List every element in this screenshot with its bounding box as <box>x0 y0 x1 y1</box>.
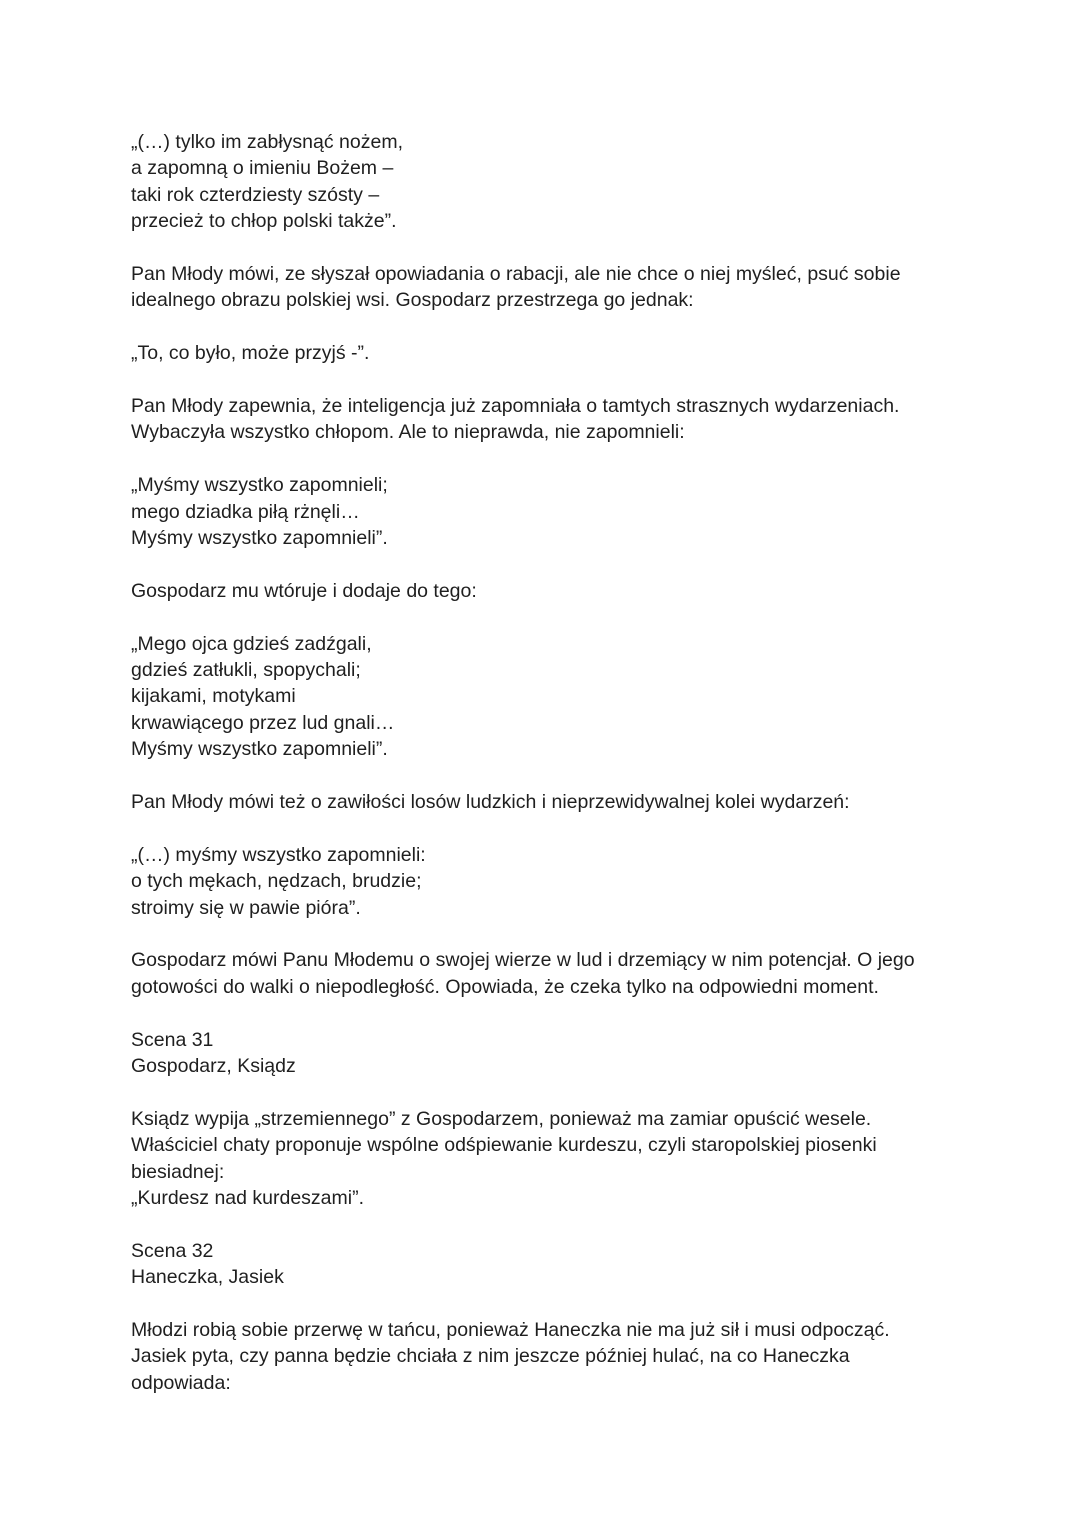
text-line: Pan Młody zapewnia, że inteligencja już zapomniała o tamtych strasznych wydarzeniach. <box>131 395 900 418</box>
text-paragraph <box>131 1027 951 1080</box>
text-line: Młodzi robią sobie przerwę w tańcu, ponieważ Haneczka nie ma już sił i musi odpocząć. <box>131 1319 890 1342</box>
text-line: mego dziadka piłą rżnęli… <box>131 500 360 523</box>
text-paragraph <box>131 789 951 815</box>
text-line: „(…) tylko im zabłysnąć nożem, <box>131 131 403 153</box>
text-line: Jasiek pyta, czy panna będzie chciała z nim jeszcze później hulać, na co Haneczka <box>131 1345 850 1368</box>
text-paragraph <box>131 340 951 366</box>
text-line: Właściciel chaty proponuje wspólne odśpiewanie kurdeszu, czyli staropolskiej piosenki <box>131 1134 877 1157</box>
text-line: o tych mękach, nędzach, brudzie; <box>131 870 422 893</box>
text-line: Haneczka, Jasiek <box>131 1266 284 1289</box>
text-line: Scena 32 <box>131 1239 214 1262</box>
text-paragraph <box>131 1317 951 1396</box>
text-line: Gospodarz, Ksiądz <box>131 1055 296 1078</box>
text-line: Gospodarz mówi Panu Młodemu o swojej wierze w lud i drzemiący w nim potencjał. O jego <box>131 949 915 972</box>
text-paragraph <box>131 1106 951 1212</box>
document-body <box>131 129 951 1423</box>
text-paragraph <box>131 947 951 1000</box>
text-line: Wybaczyła wszystko chłopom. Ale to nieprawda, nie zapomnieli: <box>131 421 685 444</box>
text-line: Gospodarz mu wtóruje i dodaje do tego: <box>131 579 477 602</box>
text-paragraph <box>131 472 951 551</box>
text-paragraph <box>131 578 951 604</box>
text-paragraph <box>131 631 951 763</box>
text-paragraph <box>131 1238 951 1291</box>
text-paragraph <box>131 393 951 446</box>
text-line: biesiadnej: <box>131 1160 225 1183</box>
text-line: „Myśmy wszystko zapomnieli; <box>131 474 388 497</box>
text-line: Ksiądz wypija „strzemiennego” z Gospodarzem, ponieważ ma zamiar opuścić wesele. <box>131 1107 872 1130</box>
text-line: gotowości do walki o niepodległość. Opowiada, że czeka tylko na odpowiedni moment. <box>131 975 879 998</box>
text-paragraph <box>131 842 951 921</box>
text-line: a zapomną o imieniu Bożem – <box>131 157 394 180</box>
text-paragraph <box>131 129 951 235</box>
text-line: Myśmy wszystko zapomnieli”. <box>131 527 388 550</box>
text-line: krwawiącego przez lud gnali… <box>131 711 395 734</box>
text-line: Pan Młody mówi też o zawiłości losów ludzkich i nieprzewidywalnej kolei wydarzeń: <box>131 791 850 814</box>
text-line: taki rok czterdziesty szósty – <box>131 183 380 206</box>
text-line: odpowiada: <box>131 1371 231 1394</box>
text-line: Pan Młody mówi, ze słyszał opowiadania o rabacji, ale nie chce o niej myśleć, psuć sobie <box>131 263 901 286</box>
text-line: gdzieś zatłukli, spopychali; <box>131 659 361 682</box>
text-line: „To, co było, może przyjś -”. <box>131 342 370 365</box>
text-line: „Kurdesz nad kurdeszami”. <box>131 1187 365 1210</box>
text-line: kijakami, motykami <box>131 685 296 708</box>
text-line: przecież to chłop polski także”. <box>131 210 397 233</box>
text-line: idealnego obrazu polskiej wsi. Gospodarz przestrzega go jednak: <box>131 289 694 312</box>
text-paragraph <box>131 261 951 314</box>
text-line: stroimy się w pawie pióra”. <box>131 896 361 919</box>
text-line: Scena 31 <box>131 1028 214 1051</box>
text-line: Myśmy wszystko zapomnieli”. <box>131 738 388 761</box>
text-line: „Mego ojca gdzieś zadźgali, <box>131 632 372 655</box>
text-line: „(…) myśmy wszystko zapomnieli: <box>131 843 426 866</box>
